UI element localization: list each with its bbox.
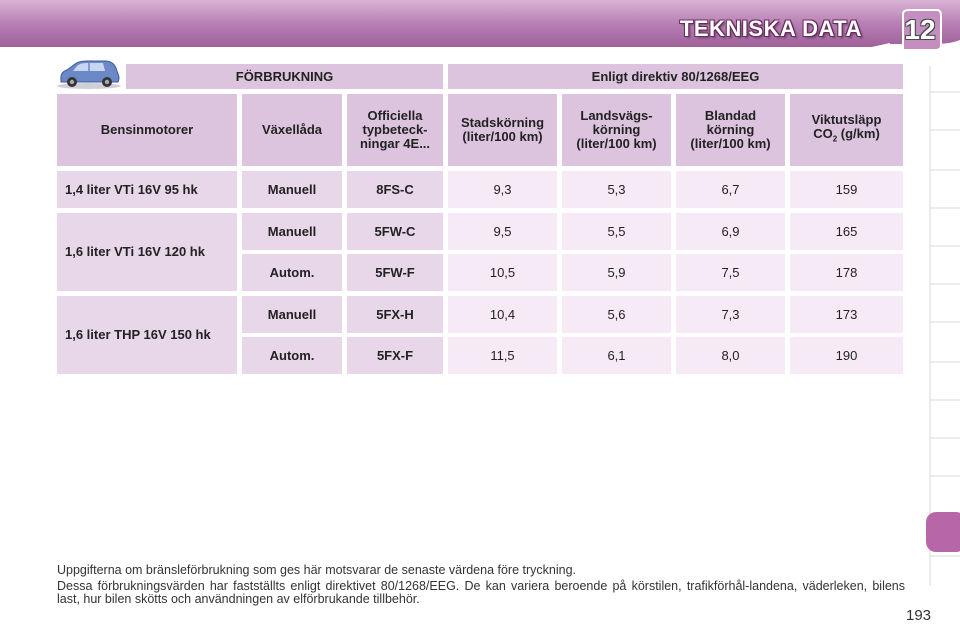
col-header-combined: Blandad körning (liter/100 km) (676, 94, 785, 166)
engine-name: 1,4 liter VTi 16V 95 hk (57, 171, 237, 208)
engine-name: 1,6 liter VTi 16V 120 hk (57, 213, 237, 291)
page-number: 193 (906, 607, 932, 624)
engine-name: 1,6 liter THP 16V 150 hk (57, 296, 237, 374)
col-header-co2 (790, 94, 903, 166)
chapter-number: 12 (904, 14, 936, 45)
combined-cell: 8,0 (676, 337, 785, 374)
co2-cell: 178 (790, 254, 903, 291)
urban-cell: 11,5 (448, 337, 557, 374)
co2-label: Viktutsläpp CO (811, 112, 882, 142)
col-header-urban: Stadskörning (liter/100 km) (448, 94, 557, 166)
combined-cell: 6,7 (676, 171, 785, 208)
gearbox-cell: Autom. (242, 254, 342, 291)
footnote-2: Dessa förbrukningsvärden har fastställts enligt direktivet 80/1268/EEG. De kan variera beroende på körstilen, trafikförhål-landena, väderleken, bilens last, hur bilen skötts och användningen av elförbrukande tillbehör. (57, 579, 905, 606)
gearbox-cell: Manuell (242, 296, 342, 333)
co2-cell: 190 (790, 337, 903, 374)
co2-unit: (g/km) (837, 126, 880, 142)
type-code-cell: 5FX-F (347, 337, 443, 374)
extra-urban-cell: 6,1 (562, 337, 671, 374)
group-header-directive: Enligt direktiv 80/1268/EEG (448, 64, 903, 89)
active-chapter-tab (926, 512, 960, 552)
extra-urban-cell: 5,9 (562, 254, 671, 291)
extra-urban-cell: 5,3 (562, 171, 671, 208)
type-code-cell: 5FW-F (347, 254, 443, 291)
col-header-type-code: Officiella typbeteck-ningar 4E... (347, 94, 443, 166)
col-header-engine: Bensinmotorer (57, 94, 237, 166)
co2-subscript: 2 (832, 134, 838, 144)
co2-cell: 159 (790, 171, 903, 208)
combined-cell: 7,3 (676, 296, 785, 333)
type-code-cell: 8FS-C (347, 171, 443, 208)
page-title: TEKNISKA DATA (679, 16, 862, 41)
gearbox-cell: Manuell (242, 213, 342, 250)
col-header-gearbox: Växellåda (242, 94, 342, 166)
type-code-cell: 5FX-H (347, 296, 443, 333)
urban-cell: 10,5 (448, 254, 557, 291)
urban-cell: 9,3 (448, 171, 557, 208)
combined-cell: 6,9 (676, 213, 785, 250)
urban-cell: 9,5 (448, 213, 557, 250)
col-header-extra-urban: Landsvägs-körning (liter/100 km) (562, 94, 671, 166)
gearbox-cell: Manuell (242, 171, 342, 208)
page-header (0, 0, 960, 58)
footnote-1: Uppgifterna om bränsleförbrukning som ges här motsvarar de senaste värdena före tryckning. (57, 563, 577, 577)
car-icon (55, 58, 123, 90)
co2-cell: 165 (790, 213, 903, 250)
extra-urban-cell: 5,5 (562, 213, 671, 250)
chapter-tabs (926, 66, 960, 586)
extra-urban-cell: 5,6 (562, 296, 671, 333)
combined-cell: 7,5 (676, 254, 785, 291)
gearbox-cell: Autom. (242, 337, 342, 374)
co2-cell: 173 (790, 296, 903, 333)
type-code-cell: 5FW-C (347, 213, 443, 250)
group-header-consumption: FÖRBRUKNING (126, 64, 443, 89)
urban-cell: 10,4 (448, 296, 557, 333)
